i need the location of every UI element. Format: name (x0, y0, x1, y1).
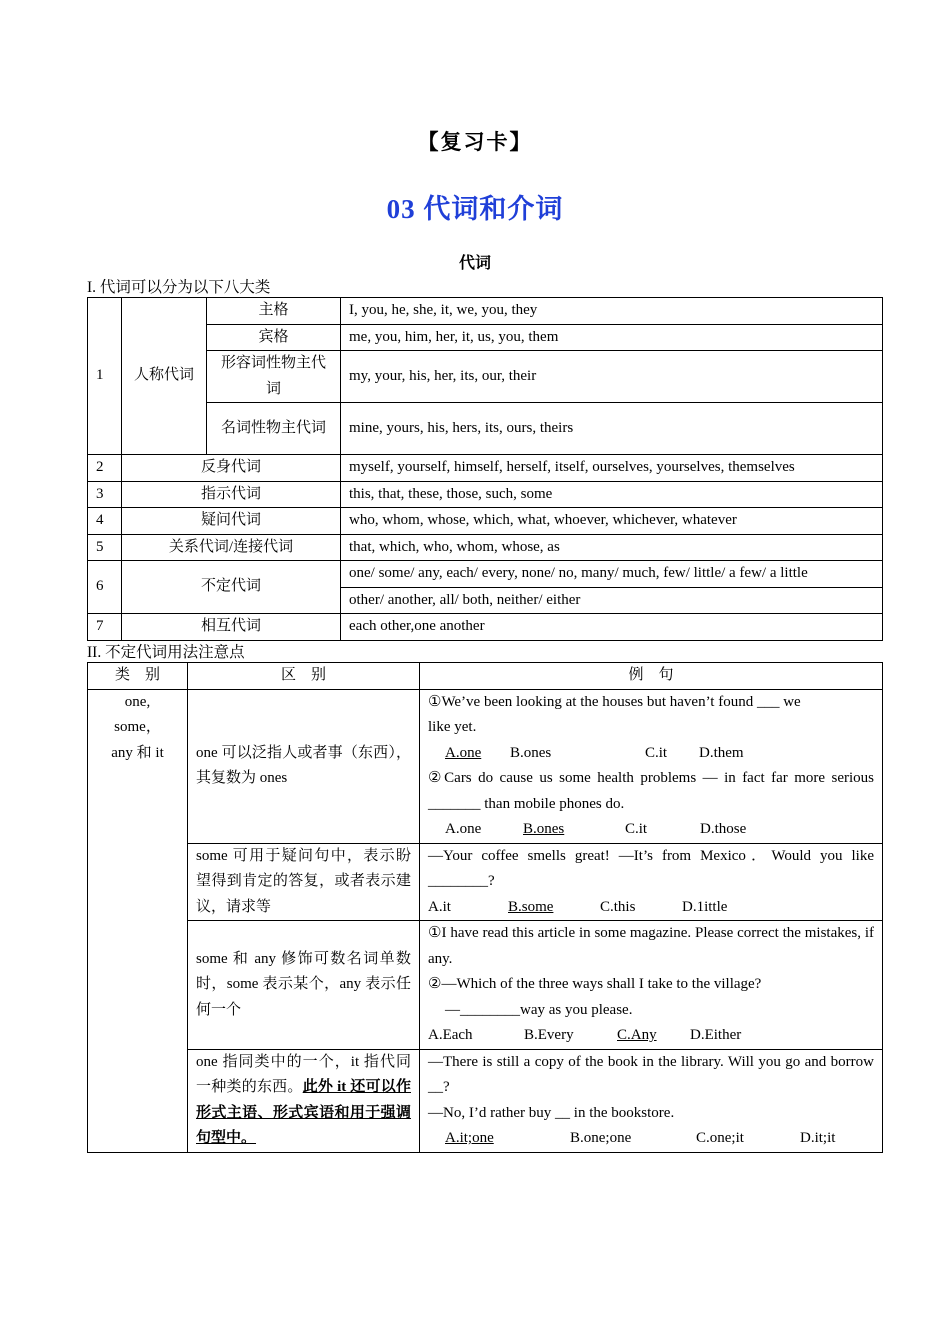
example-cell (420, 843, 883, 921)
header-difference: 区 别 (188, 663, 420, 690)
example-cell (420, 689, 883, 843)
indefinite-pronoun-table (87, 662, 883, 1153)
category-cell (88, 689, 188, 1152)
option-answer: A.it;one (445, 1130, 494, 1146)
subtype-label: 主格 (207, 298, 341, 325)
example-cell (420, 921, 883, 1050)
type-name: 关系代词/连接代词 (122, 534, 341, 561)
option-answer: B.ones (523, 821, 565, 837)
options-line (428, 1126, 874, 1152)
subtype-label: 形容词性物主代词 (207, 351, 341, 403)
type-examples: myself, yourself, himself, herself, itself, ourselves, yourselves, themselves (341, 455, 883, 482)
type-examples: who, whom, whose, which, what, whoever, whichever, whatever (341, 508, 883, 535)
type-examples: I, you, he, she, it, we, you, they (341, 298, 883, 325)
question-line: ②Cars do cause us some health problems — in fact far more serious _______ than mobile phones do. (428, 770, 874, 812)
option-answer: B.some (508, 898, 554, 915)
type-name: 人称代词 (122, 298, 207, 455)
options-line (428, 741, 874, 767)
question-line: —________way as you please. (445, 1001, 633, 1018)
difference-cell: some 和 any 修饰可数名词单数时，some 表示某个，any 表示任何一个 (188, 921, 420, 1050)
table-row (88, 508, 883, 535)
type-name: 指示代词 (122, 481, 341, 508)
option-answer: A.one (445, 744, 482, 761)
type-name: 疑问代词 (122, 508, 341, 535)
row-number: 7 (88, 614, 122, 641)
row-number: 5 (88, 534, 122, 561)
table-row (88, 455, 883, 482)
row-number: 1 (88, 298, 122, 455)
option: B.ones (510, 744, 552, 761)
table-row (88, 614, 883, 641)
option: B.Every (524, 1027, 574, 1043)
options-line (428, 817, 874, 843)
difference-cell: one 可以泛指人或者事（东西），其复数为 ones (188, 689, 420, 843)
row-number: 3 (88, 481, 122, 508)
question-line: ①We’ve been looking at the houses but haven’t found ___ we (428, 693, 801, 710)
table-row (88, 351, 883, 403)
pronoun-types-table (87, 297, 883, 641)
question-line: —There is still a copy of the book in the library. Will you go and borrow __? (428, 1053, 874, 1095)
option: C.this (600, 898, 636, 915)
row-number: 6 (88, 561, 122, 614)
difference-cell: some 可用于疑问句中，表示盼望得到肯定的答复，或者表示建议，请求等 (188, 843, 420, 921)
subtype-label: 宾格 (207, 324, 341, 351)
question-line: like yet. (428, 719, 477, 735)
type-name: 相互代词 (122, 614, 341, 641)
option-answer: C.Any (617, 1027, 657, 1043)
table-row (88, 403, 883, 455)
type-examples: that, which, who, whom, whose, as (341, 534, 883, 561)
option: A.Each (428, 1027, 473, 1043)
question-line: —No, I’d rather buy __ in the bookstore. (428, 1104, 675, 1121)
table-row (88, 561, 883, 588)
option: D.them (699, 744, 744, 761)
option: D.1ittle (682, 898, 728, 915)
header-category: 类 别 (88, 663, 188, 690)
table-header-row (88, 663, 883, 690)
question-line: —Your coffee smells great! —It’s from Mexico．Would you like ________? (428, 847, 874, 889)
option: C.one;it (696, 1130, 744, 1146)
option: A.it (428, 898, 451, 915)
options-line (428, 895, 874, 921)
category-line: one, (124, 693, 151, 710)
category-line: some， (114, 719, 161, 735)
difference-cell (188, 1049, 420, 1152)
type-name: 不定代词 (122, 561, 341, 614)
table-row (88, 921, 883, 1050)
header-example: 例 句 (420, 663, 883, 690)
row-number: 2 (88, 455, 122, 482)
type-examples: one/ some/ any, each/ every, none/ no, many/ much, few/ little/ a few/ a little (341, 561, 883, 588)
section-title: 代词 (458, 255, 491, 272)
options-line (428, 1023, 874, 1049)
option: D.it;it (800, 1130, 836, 1146)
table-row (88, 843, 883, 921)
type-examples: my, your, his, her, its, our, their (341, 351, 883, 403)
main-title: 03 代词和介词 (386, 194, 564, 224)
table-row (88, 534, 883, 561)
card-title: 【复习卡】 (417, 130, 533, 154)
option: D.those (700, 821, 747, 837)
part1-heading: I. 代词可以分为以下八大类 (87, 279, 271, 296)
table-row (88, 1049, 883, 1152)
type-examples: me, you, him, her, it, us, you, them (341, 324, 883, 351)
table-row (88, 481, 883, 508)
type-examples: each other,one another (341, 614, 883, 641)
table-row (88, 298, 883, 325)
type-name: 反身代词 (122, 455, 341, 482)
option: C.it (645, 744, 668, 761)
subtype-label: 名词性物主代词 (207, 403, 341, 455)
row-number: 4 (88, 508, 122, 535)
difference-emphasis: 此外 it 还可以作形式主语、形式宾语和用于强调句型中。 (196, 1079, 411, 1146)
type-examples: other/ another, all/ both, neither/ either (341, 587, 883, 614)
option: A.one (445, 821, 482, 837)
question-line: ②—Which of the three ways shall I take to the village? (428, 976, 762, 992)
type-examples: this, that, these, those, such, some (341, 481, 883, 508)
type-examples: mine, yours, his, hers, its, ours, theirs (341, 403, 883, 455)
option: B.one;one (570, 1130, 632, 1146)
question-line: ①I have read this article in some magazine. Please correct the mistakes, if any. (428, 925, 874, 967)
table-row (88, 324, 883, 351)
difference-text: one 指同类中的一个，it 指代同一种类的东西。 (196, 1053, 411, 1095)
part2-heading: II. 不定代词用法注意点 (87, 644, 245, 661)
table-row (88, 689, 883, 843)
option: C.it (625, 821, 648, 837)
category-line: any 和 it (111, 744, 164, 761)
option: D.Either (690, 1027, 742, 1043)
example-cell (420, 1049, 883, 1152)
